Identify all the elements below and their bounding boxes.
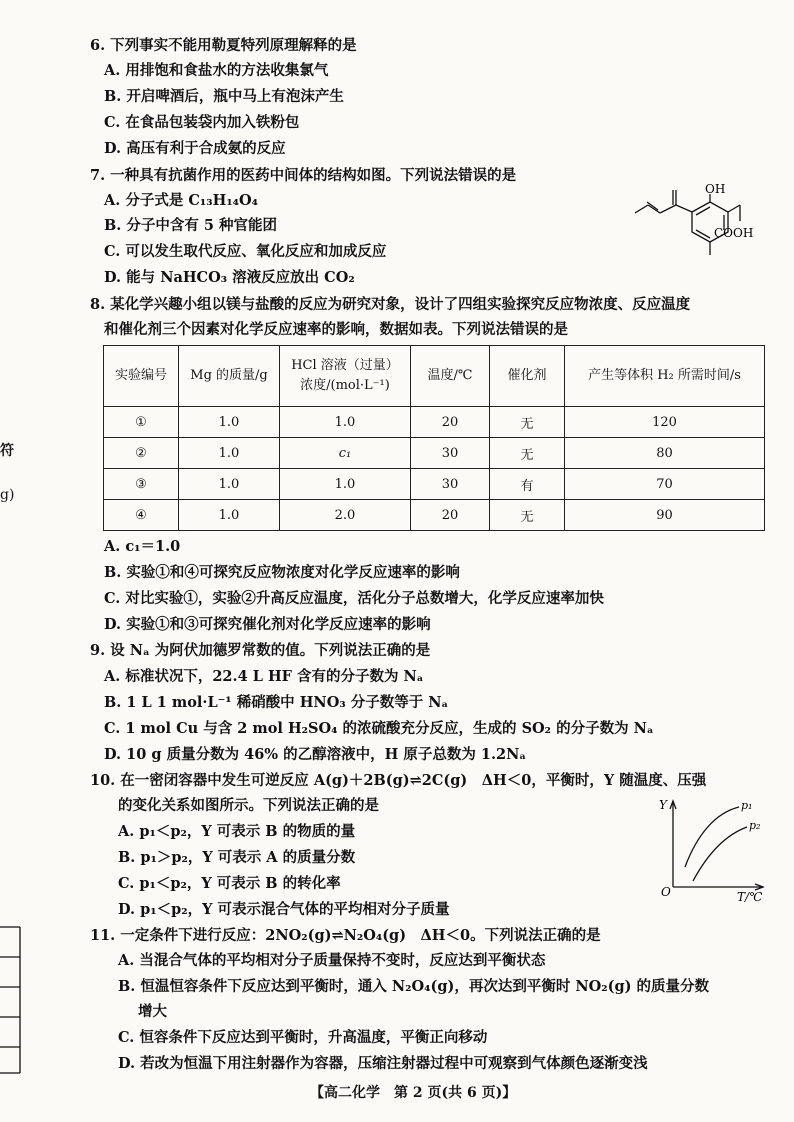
col-header-hcl <box>280 346 411 407</box>
cell-temperature: 30 <box>411 438 490 469</box>
q10-option-c: C. p₁＜p₂，Y 可表示 B 的转化率 <box>118 875 341 892</box>
graph-x-label: T/℃ <box>737 890 763 904</box>
col-header-temperature: 温度/℃ <box>411 346 490 407</box>
cell-time: 80 <box>565 438 765 469</box>
q7-option-d: D. 能与 NaHCO₃ 溶液反应放出 CO₂ <box>104 269 355 286</box>
q10-option-d: D. p₁＜p₂，Y 可表示混合气体的平均相对分子质量 <box>118 901 450 918</box>
q6-stem: 6. 下列事实不能用勒夏特列原理解释的是 <box>90 37 357 54</box>
table-header-row <box>104 346 765 407</box>
q8-stem-line2: 和催化剂三个因素对化学反应速率的影响，数据如表。下列说法错误的是 <box>104 321 568 338</box>
q7-option-c: C. 可以发生取代反应、氧化反应和加成反应 <box>104 243 387 260</box>
molecule-structure-diagram <box>630 182 770 270</box>
cell-time: 120 <box>565 407 765 438</box>
q9-option-c: C. 1 mol Cu 与含 2 mol H₂SO₄ 的浓硫酸充分反应，生成的 SO₂ 的分子数为 Nₐ <box>104 720 654 737</box>
graph-origin-label: O <box>661 885 671 899</box>
cell-exp-no: ② <box>104 438 179 469</box>
graph-y-label: Y <box>659 798 667 812</box>
cell-hcl-conc: c₁ <box>280 438 411 469</box>
q11-option-b-line2: 增大 <box>138 1003 167 1020</box>
col-header-time: 产生等体积 H₂ 所需时间/s <box>565 346 765 407</box>
q8-option-b: B. 实验①和④可探究反应物浓度对化学反应速率的影响 <box>104 564 460 581</box>
q8-option-d: D. 实验①和③可探究催化剂对化学反应速率的影响 <box>104 616 431 633</box>
curve-p1 <box>685 807 739 867</box>
cell-exp-no: ③ <box>104 469 179 500</box>
page-footer: 【高二化学 第 2 页(共 6 页)】 <box>310 1085 517 1101</box>
q10-stem-line1: 10. 在一密闭容器中发生可逆反应 A(g)＋2B(g)⇌2C(g) ΔH＜0，平衡时，Y 随温度、压强 <box>90 772 707 789</box>
cell-mg-mass: 1.0 <box>179 469 280 500</box>
q6-option-a: A. 用排饱和食盐水的方法收集氯气 <box>104 62 329 79</box>
col-header-hcl-line2: 浓度/(mol·L⁻¹) <box>300 378 390 393</box>
q7-stem: 7. 一种具有抗菌作用的医药中间体的结构如图。下列说法错误的是 <box>90 167 517 184</box>
cell-hcl-conc: 1.0 <box>280 469 411 500</box>
cell-temperature: 30 <box>411 469 490 500</box>
table-row <box>104 500 765 531</box>
cell-time: 70 <box>565 469 765 500</box>
q6-option-b: B. 开启啤酒后，瓶中马上有泡沫产生 <box>104 88 344 105</box>
col-header-exp-no: 实验编号 <box>104 346 179 407</box>
q6-option-d: D. 高压有利于合成氨的反应 <box>104 140 286 157</box>
q9-option-b: B. 1 L 1 mol·L⁻¹ 稀硝酸中 HNO₃ 分子数等于 Nₐ <box>104 694 449 711</box>
q11-option-d: D. 若改为恒温下用注射器作为容器，压缩注射器过程中可观察到气体颜色逐渐变浅 <box>118 1055 648 1072</box>
cell-catalyst: 无 <box>490 407 565 438</box>
cell-catalyst: 无 <box>490 500 565 531</box>
q7-option-b: B. 分子中含有 5 种官能团 <box>104 217 278 234</box>
q8-option-a: A. c₁＝1.0 <box>104 538 181 555</box>
cell-hcl-conc: 2.0 <box>280 500 411 531</box>
q9-option-d: D. 10 g 质量分数为 46% 的乙醇溶液中，H 原子总数为 1.2Nₐ <box>104 746 527 763</box>
struct-cooh-label: COOH <box>714 226 754 240</box>
q6-option-c: C. 在食品包装袋内加入铁粉包 <box>104 114 300 131</box>
col-header-catalyst: 催化剂 <box>490 346 565 407</box>
table-row <box>104 438 765 469</box>
margin-fragment-1: 符 <box>0 443 14 459</box>
col-header-mg-mass: Mg 的质量/g <box>179 346 280 407</box>
q9-stem: 9. 设 Nₐ 为阿伏加德罗常数的值。下列说法正确的是 <box>90 642 431 659</box>
q10-stem-line2: 的变化关系如图所示。下列说法正确的是 <box>118 797 379 814</box>
cell-temperature: 20 <box>411 407 490 438</box>
q7-option-a: A. 分子式是 C₁₃H₁₄O₄ <box>104 192 259 209</box>
curve-p1-label: p₁ <box>741 799 753 812</box>
cell-catalyst: 有 <box>490 469 565 500</box>
q8-stem-line1: 8. 某化学兴趣小组以镁与盐酸的反应为研究对象，设计了四组实验探究反应物浓度、反应温度 <box>90 296 691 313</box>
cell-mg-mass: 1.0 <box>179 438 280 469</box>
q11-option-c: C. 恒容条件下反应达到平衡时，升高温度，平衡正向移动 <box>118 1029 488 1046</box>
cell-exp-no: ① <box>104 407 179 438</box>
cell-catalyst: 无 <box>490 438 565 469</box>
table-row <box>104 469 765 500</box>
q11-stem: 11. 一定条件下进行反应：2NO₂(g)⇌N₂O₄(g) ΔH＜0。下列说法正确的是 <box>90 927 601 944</box>
q10-option-b: B. p₁＞p₂，Y 可表示 A 的质量分数 <box>118 849 356 866</box>
q11-option-b-line1: B. 恒温恒容条件下反应达到平衡时，通入 N₂O₄(g)，再次达到平衡时 NO₂(g) 的质量分数 <box>118 978 710 995</box>
struct-oh-label: OH <box>705 182 726 196</box>
experiment-table <box>103 345 765 531</box>
cell-mg-mass: 1.0 <box>179 500 280 531</box>
curve-p2-label: p₂ <box>749 819 761 832</box>
q10-option-a: A. p₁＜p₂，Y 可表示 B 的物质的量 <box>118 823 356 840</box>
q11-option-a: A. 当混合气体的平均相对分子质量保持不变时，反应达到平衡状态 <box>118 952 546 969</box>
margin-answer-box-edge <box>0 925 24 1075</box>
q8-option-c: C. 对比实验①，实验②升高反应温度，活化分子总数增大，化学反应速率加快 <box>104 590 604 607</box>
table-row <box>104 407 765 438</box>
cell-temperature: 20 <box>411 500 490 531</box>
margin-fragment-2: g) <box>0 487 15 503</box>
cell-mg-mass: 1.0 <box>179 407 280 438</box>
cell-hcl-conc: 1.0 <box>280 407 411 438</box>
q10-graph <box>655 795 770 904</box>
cell-time: 90 <box>565 500 765 531</box>
col-header-hcl-line1: HCl 溶液（过量） <box>291 358 399 373</box>
q9-option-a: A. 标准状况下，22.4 L HF 含有的分子数为 Nₐ <box>104 668 424 685</box>
cell-exp-no: ④ <box>104 500 179 531</box>
